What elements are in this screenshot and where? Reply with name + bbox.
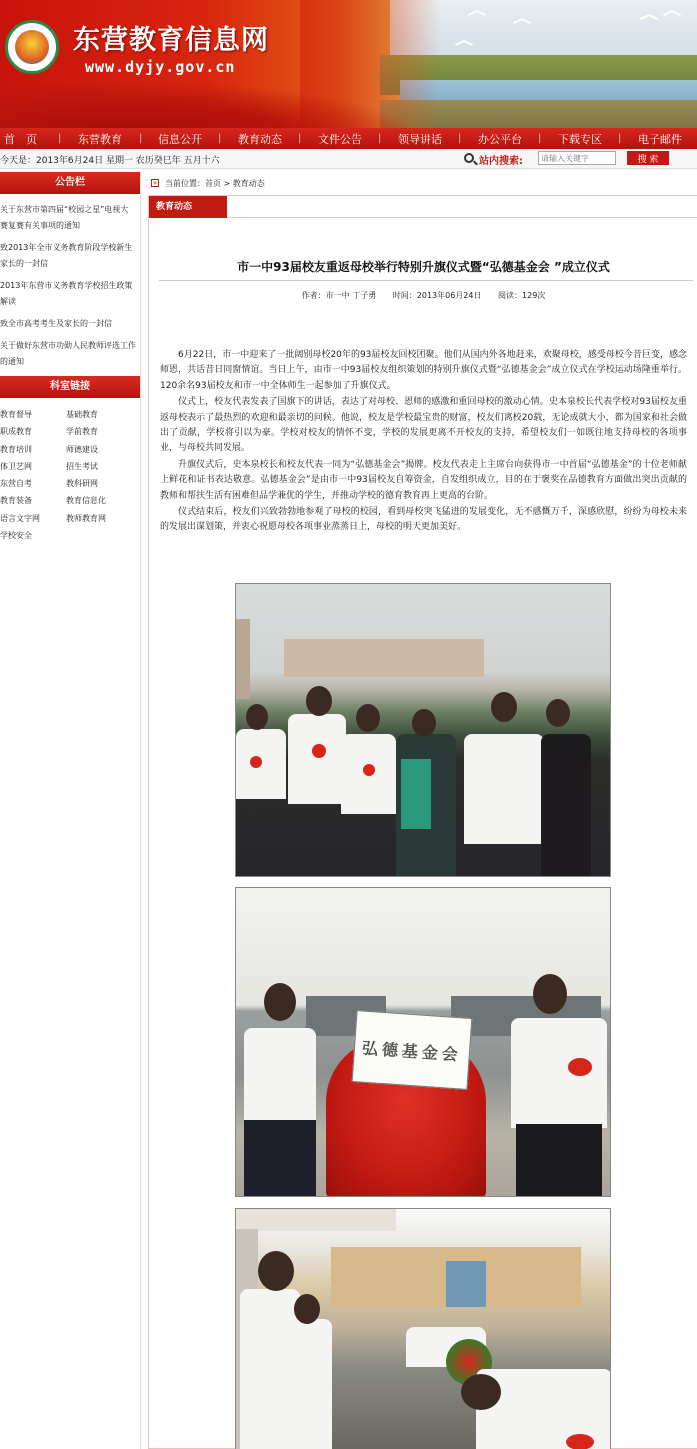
photo-awning	[236, 1209, 396, 1231]
article-paragraph: 升旗仪式后，史本泉校长和校友代表一同为“弘德基金会”揭牌。校友代表走上主席台向获得市一中首届“弘德基金”的十位老师献上鲜花和证书表达敬意。弘德基金会”是由市一中93届校友自筹资金，自发组织成立，目的在于褒奖在品德教育方面做出突出贡献的教师和帮扶生活有困难但品学兼优的学生，并推动学校的德育教育再上更高的台阶。	[160, 459, 687, 501]
banner-swirl	[0, 80, 420, 128]
article-paragraph: 仪式上，校友代表发表了国旗下的讲话，表达了对母校、恩师的感激和重回母校的激动心情。史本泉校长代表学校对93届校友重返母校表示了最热烈的欢迎和最亲切的问候。他说，校友是学校最宝贵的财富，校友们离校20载，无论成就大小，都为国家和社会做出了贡献，学校将引以为豪。学校对校友的情怀不变，学校的发展更离不开校友的支持，希望校友们一如既往地支持母校的各项事业，与母校共同发展。	[160, 397, 687, 454]
main-content	[148, 172, 697, 1449]
current-date: 今天是：2013年6月24日 星期一 农历癸巳年 五月十六	[0, 156, 220, 166]
crane-icon	[640, 16, 658, 22]
main-nav	[0, 128, 697, 149]
article-author: 作者：市一中 丁子勇	[301, 291, 377, 300]
photo-person	[244, 1120, 316, 1197]
site-url: www.dyjy.gov.cn	[85, 58, 236, 76]
photo-person	[240, 1289, 300, 1449]
photo-person	[516, 1124, 602, 1197]
divider	[159, 280, 693, 281]
nav-separator: |	[618, 133, 622, 144]
search-input[interactable]	[538, 151, 616, 165]
notice-item[interactable]: 2013年东营市义务教育学校招生政策解读	[0, 281, 133, 306]
notice-board-title: 公告栏	[0, 172, 140, 194]
photo-person	[461, 1374, 501, 1410]
nav-item-office-platform[interactable]: 办公平台	[478, 132, 522, 146]
crane-icon	[455, 42, 473, 48]
nav-separator: |	[458, 133, 462, 144]
department-link[interactable]: 教科研网	[66, 479, 98, 489]
department-links	[0, 398, 140, 544]
nav-separator: |	[218, 133, 222, 144]
department-link[interactable]: 教师教育网	[66, 513, 106, 523]
photo-badge	[250, 756, 262, 768]
notice-item[interactable]: 关于做好东营市功勋人民教师评选工作的通知	[0, 341, 136, 366]
photo-building	[284, 639, 484, 677]
article-paragraph: 仪式结束后，校友们兴致勃勃地参观了母校的校园，看到母校突飞猛进的发展变化，无不感慨万千，深感欣慰，纷纷为母校未来的发展出谋划策，并衷心祝愿母校各项事业蒸蒸日上，母校的明天更加美好。	[160, 507, 687, 533]
department-link[interactable]: 基础教育	[66, 410, 98, 419]
info-bar	[0, 149, 697, 169]
crane-icon	[663, 12, 681, 18]
photo-person	[292, 1319, 332, 1449]
photo-badge	[568, 1058, 592, 1076]
nav-item-dongying-education[interactable]: 东营教育	[78, 132, 122, 146]
search-button[interactable]: 搜 索	[627, 151, 669, 165]
breadcrumb	[148, 175, 697, 193]
plaque-text: 弘德基金会	[361, 1038, 463, 1064]
nav-item-downloads[interactable]: 下载专区	[558, 132, 602, 146]
notice-item[interactable]: 关于东营市第四届“校园之星”电视大赛复赛有关事项的通知	[0, 205, 129, 230]
article-views: 阅读：129次	[498, 291, 546, 300]
notice-list	[0, 194, 140, 370]
photo-students-bowing	[235, 1208, 611, 1449]
breadcrumb-text: 当前位置：首页 > 教育动态	[165, 179, 265, 188]
photo-badge	[312, 744, 326, 758]
photo-person	[541, 734, 591, 877]
department-link[interactable]: 师德建设	[66, 444, 98, 454]
department-link[interactable]: 体卫艺网	[0, 461, 32, 471]
article-meta	[149, 290, 697, 301]
photo-person	[264, 983, 296, 1021]
nav-item-documents[interactable]: 文件公告	[318, 132, 362, 146]
site-logo[interactable]	[5, 20, 59, 74]
logo-emblem-icon	[15, 30, 49, 64]
nav-separator: |	[298, 133, 302, 144]
photo-person	[401, 759, 431, 829]
photo-person	[246, 704, 268, 730]
article-time: 时间：2013年06月24日	[392, 291, 482, 300]
nav-item-home[interactable]: 首 页	[4, 132, 37, 146]
department-link[interactable]: 教育信息化	[66, 496, 106, 506]
article-body	[160, 348, 687, 537]
nav-item-email[interactable]: 电子邮件	[638, 132, 682, 146]
photo-person	[546, 699, 570, 727]
photo-building	[236, 619, 250, 699]
search-label: 站内搜索:	[479, 156, 523, 167]
photo-person	[258, 1251, 294, 1291]
department-link[interactable]: 东营自考	[0, 479, 32, 489]
photo-person	[511, 1018, 607, 1128]
department-link[interactable]: 学前教育	[66, 427, 98, 437]
crane-icon	[468, 12, 486, 18]
notice-item[interactable]: 致2013年全市义务教育阶段学校新生家长的一封信	[0, 243, 133, 268]
left-sidebar	[0, 172, 141, 1449]
department-link[interactable]: 教育培训	[0, 444, 32, 454]
section-tab: 教育动态	[149, 196, 227, 218]
nav-separator: |	[378, 133, 382, 144]
department-links-title: 科室链接	[0, 376, 140, 398]
photo-person	[306, 686, 332, 716]
photo-person	[356, 704, 380, 732]
department-link[interactable]: 语言文字网	[0, 513, 40, 523]
photo-badge	[363, 764, 375, 776]
photo-person	[464, 734, 544, 844]
photo-badge	[566, 1434, 594, 1449]
photo-plaque-unveiling	[235, 887, 611, 1197]
photo-person	[412, 709, 436, 737]
site-title: 东营教育信息网	[73, 25, 269, 56]
department-link[interactable]: 职成教育	[0, 427, 32, 437]
breadcrumb-arrow-icon: »	[152, 179, 158, 187]
nav-item-info-disclosure[interactable]: 信息公开	[158, 132, 202, 146]
nav-separator: |	[58, 133, 62, 144]
article-paragraph: 6月22日，市一中迎来了一批阔别母校20年的93届校友回校团聚。他们从国内外各地赶来，欢聚母校，感受母校今昔巨变，感念师恩，共话昔日同窗情谊。当日上午，由市一中93届校友组织策划的特别升旗仪式暨“弘德基金会”成立仪式在学校运动场隆重举行。120余名93届校友和市一中全体师生一起参加了升旗仪式。	[160, 350, 687, 391]
photo-flag-ceremony	[235, 583, 611, 877]
nav-item-education-news[interactable]: 教育动态	[238, 132, 282, 146]
photo-person	[244, 1028, 316, 1128]
nav-separator: |	[139, 133, 143, 144]
photo-person	[491, 692, 517, 722]
photo-person	[288, 714, 346, 804]
photo-person	[533, 974, 567, 1014]
notice-item[interactable]: 致全市高考考生及家长的一封信	[0, 319, 112, 328]
nav-separator: |	[538, 133, 542, 144]
photo-building	[446, 1261, 486, 1307]
divider	[227, 217, 697, 218]
nav-item-speeches[interactable]: 领导讲话	[398, 132, 442, 146]
crane-icon	[513, 20, 531, 26]
search-icon	[464, 153, 474, 163]
department-link[interactable]: 招生考试	[66, 461, 98, 471]
photo-person	[294, 1294, 320, 1324]
article-title: 市一中93届校友重返母校举行特别升旗仪式暨“弘德基金会 ”成立仪式	[237, 260, 610, 274]
department-link[interactable]: 学校安全	[0, 531, 32, 541]
article-panel	[148, 195, 697, 1449]
department-link[interactable]: 教育装备	[0, 496, 32, 506]
department-link[interactable]: 教育督导	[0, 410, 32, 419]
site-banner	[0, 0, 697, 128]
photo-plaque	[352, 1010, 473, 1090]
